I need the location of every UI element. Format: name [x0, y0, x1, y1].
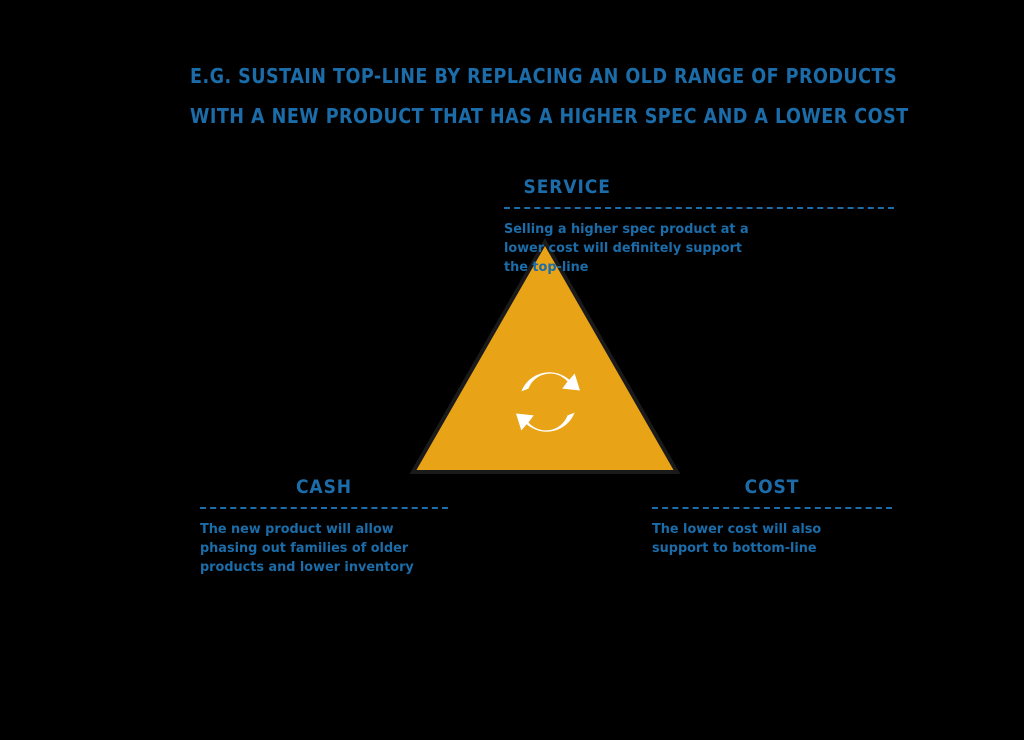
recycle-icon: [503, 362, 593, 442]
corner-service: [504, 176, 894, 277]
corner-service-label: SERVICE: [523, 176, 611, 198]
corner-cost: [652, 476, 892, 558]
corner-cash: [200, 476, 448, 577]
corner-cash-divider: [200, 507, 448, 509]
corner-cost-label: COST: [744, 476, 800, 498]
page-title: [190, 56, 909, 136]
page-title-line-2: WITH A NEW PRODUCT THAT HAS A HIGHER SPEC AND A LOWER COST: [190, 104, 909, 128]
corner-cash-label: CASH: [295, 476, 352, 498]
page-title-line-1: E.G. SUSTAIN TOP-LINE BY REPLACING AN OLD RANGE OF PRODUCTS: [190, 64, 898, 88]
corner-service-text: Selling a higher spec product at a lower cost will definitely support the top-line: [504, 221, 749, 275]
corner-cost-divider: [652, 507, 892, 509]
corner-cost-text: The lower cost will also support to bottom-line: [652, 521, 822, 556]
corner-service-divider: [504, 207, 894, 209]
corner-cash-text: The new product will allow phasing out families of older products and lower inventory: [200, 521, 414, 575]
